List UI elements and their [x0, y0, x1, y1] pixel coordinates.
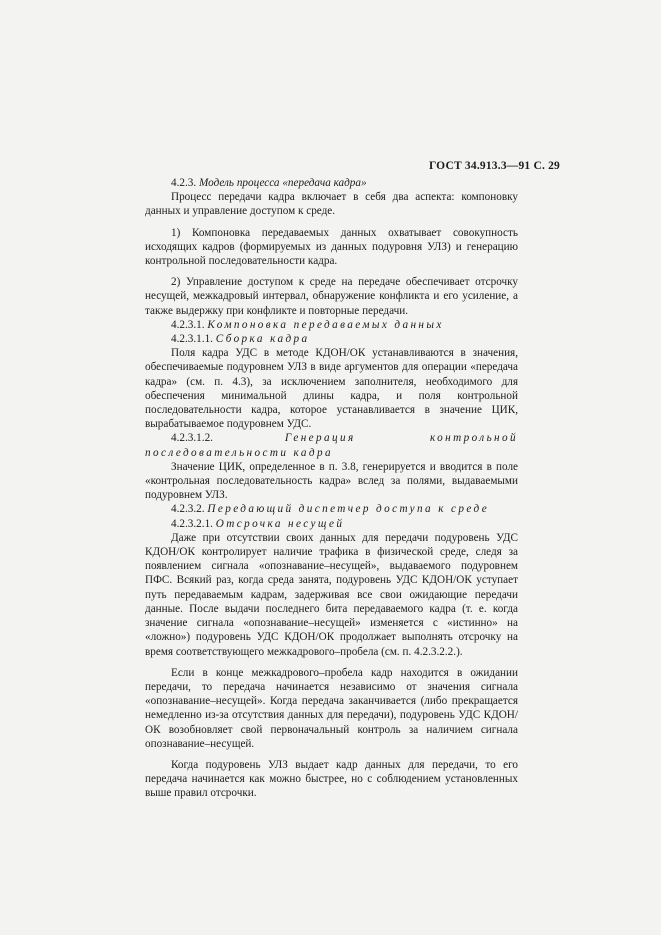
heading-title: Компоновка передаваемых данных [207, 318, 444, 331]
heading-number: 4.2.3.1.2. [171, 432, 213, 445]
heading-title: Генерация контрольной последовательности кадра [145, 432, 518, 459]
paragraph: Процесс передачи кадра включает в себя два аспекта: компоновку данных и управление доступом к среде. [145, 191, 518, 218]
paragraph: 1) Компоновка передаваемых данных охватывает совокупность исходящих кадров (формируемых из данных подуровня УЛЗ) и генерацию контрольной последовательности кадра. [145, 226, 518, 268]
heading-title: Сборка кадра [215, 333, 310, 346]
paragraph: Если в конце межкадрового–пробела кадр находится в ожидании передачи, то передача начинается независимо от значения сигнала «опознавание–несущей». Когда передача заканчивается (либо прекращается немедленно из-за отсутствия данных для передачи), подуровень УДС КДОН/ОК возобновляет свой первоначальный контроль за наличием сигнала опознавание–несущей. [145, 666, 518, 750]
paragraph: 2) Управление доступом к среде на передаче обеспечивает отсрочку несущей, межкадровый интервал, обнаружение конфликта и его усиление, а также выдержку при конфликте и повторные передачи. [145, 276, 518, 317]
heading-number: 4.2.3.2. [171, 503, 205, 516]
heading-number: 4.2.3.1. [171, 318, 205, 331]
heading-4-2-3-1 [145, 318, 518, 332]
heading-number: 4.2.3.1.1. [171, 333, 213, 346]
heading-4-2-3-2-1 [145, 517, 518, 531]
heading-title: Модель процесса «передача кадра» [198, 177, 367, 189]
paragraph: Когда подуровень УЛЗ выдает кадр данных для передачи, то его передача начинается как можно быстрее, но с соблюдением установленных выше правил отсрочки. [145, 758, 518, 800]
paragraph: Даже при отсутствии своих данных для передачи подуровень УДС КДОН/ОК контролирует наличие трафика в физической среде, следя за появлением сигнала «опознавание–несущей», выдаваемого подуровнем ПФС. Всякий раз, когда среда занята, подуровень УДС КДОН/ОК уступает путь передаваемым кадрам, задерживая все свои ожидающие передачи данные. После выдачи последнего бита передаваемого кадра (т. е. когда значение сигнала «опознавание–несущей» изменяется с «истинно» на «ложно») подуровень УДС КДОН/ОК продолжает выполнять отсрочку на время соответствующего межкадрового–пробела (см. п. 4.2.3.2.2.). [145, 531, 518, 658]
paragraph: Поля кадра УДС в методе КДОН/ОК устанавливаются в значения, обеспечиваемые подуровнем УЛЗ в виде аргументов для операции «передача кадра» (см. п. 4.3), за исключением заполнителя, необходимого для обеспечения минимальной длины кадра, и поля контрольной последовательности кадра, которое устанавливается в значение ЦИК, вырабатываемое подуровнем УДС. [145, 347, 518, 431]
heading-title: Передающий диспетчер доступа к среде [207, 503, 490, 516]
heading-4-2-3 [145, 176, 518, 190]
heading-number: 4.2.3.2.1. [171, 517, 213, 530]
heading-4-2-3-2 [145, 502, 518, 516]
heading-title: Отсрочка несущей [215, 517, 345, 530]
paragraph: Значение ЦИК, определенное в п. 3.8, генерируется и вводится в поле «контрольная последовательность кадра» вслед за полями, выдаваемыми подуровнем УЛЗ. [145, 460, 518, 502]
running-header: ГОСТ 34.913.3—91 С. 29 [428, 160, 560, 172]
heading-number: 4.2.3. [171, 177, 197, 189]
heading-4-2-3-1-1 [145, 332, 518, 346]
heading-4-2-3-1-2 [145, 431, 518, 459]
document-body [145, 176, 518, 801]
